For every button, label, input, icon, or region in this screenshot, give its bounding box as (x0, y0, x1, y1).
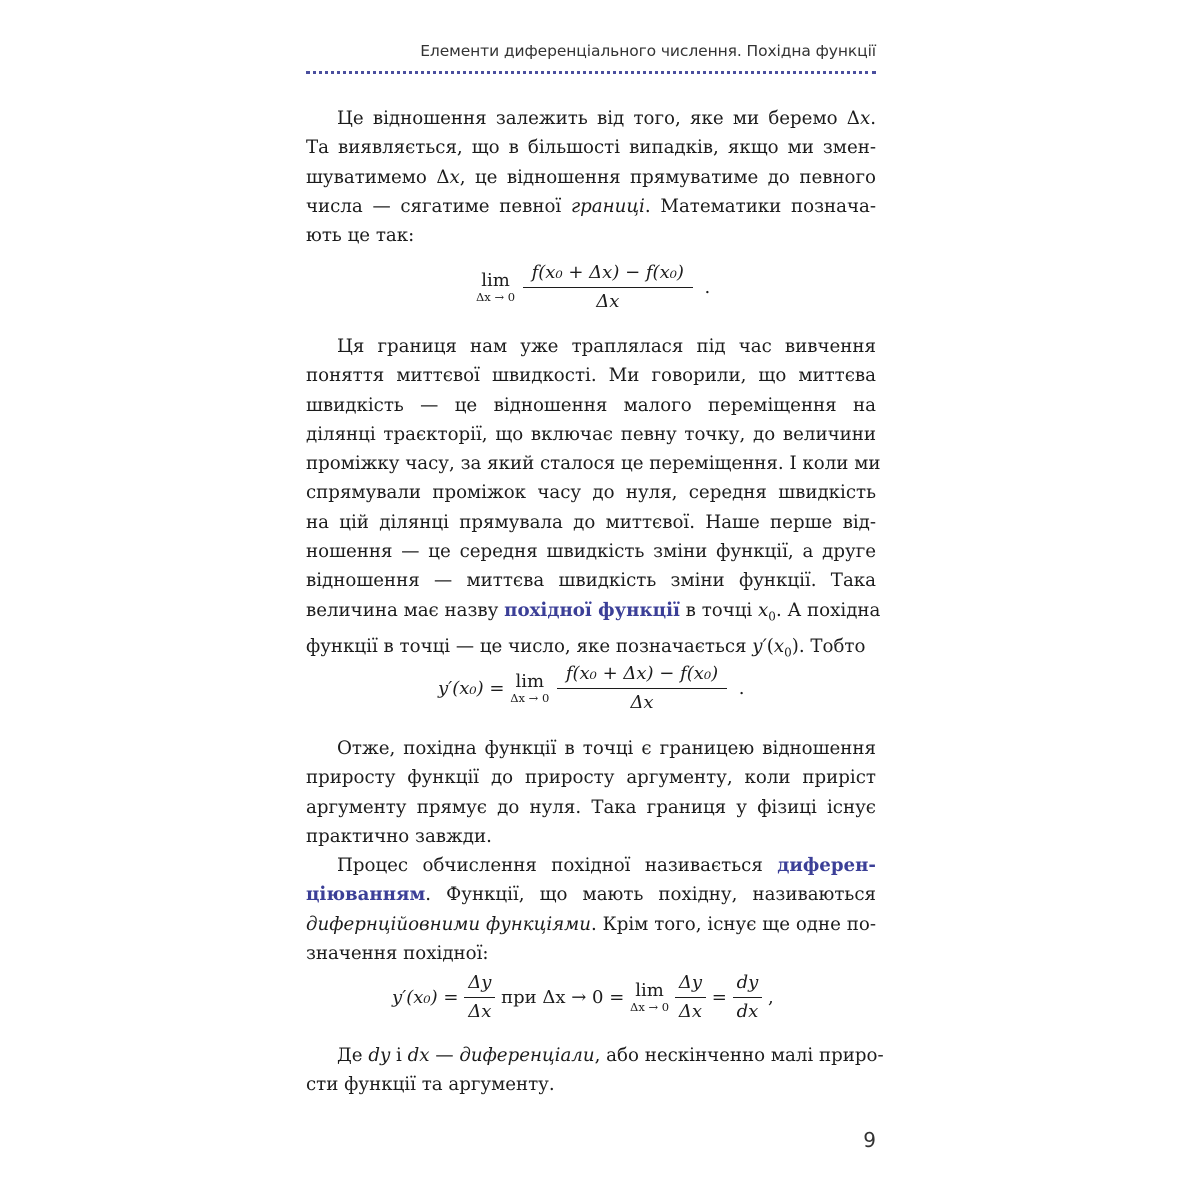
formula-trailing-punct: . (704, 277, 711, 298)
running-title: Елементи диференціального числення. Похідна функції (420, 42, 876, 60)
formula-lhs: y′(x₀) = (392, 987, 459, 1008)
limit-operator: lim Δx → 0 (476, 270, 516, 304)
formula-condition: при Δx → 0 = (501, 987, 625, 1008)
p2-line-4: ділянці траєкторії, що включає певну точку, до величини (306, 423, 876, 445)
p5-line-2: сти функції та аргументу. (306, 1074, 555, 1096)
p2-line-11: функції в точці — це число, яке позначається $y'(x_0)$. Тобто (306, 635, 866, 660)
term-derivative-link: похідної функції (504, 599, 680, 621)
p4-line-4: значення похідної: (306, 942, 489, 964)
p2-line-1: Ця границя нам уже траплялася під час вивчення (337, 336, 876, 357)
limit-operator: lim Δx → 0 (630, 980, 670, 1014)
fraction-dy-dx-2: $\frac{\Delta y}{\Delta x}$ (675, 972, 706, 1023)
term-differentiation-part1: диферен- (777, 855, 876, 876)
numerator: f(x₀ + Δx) − f(x₀) (565, 663, 719, 684)
p2-line-10: величина має назву похідної функції в точці $x_0$. А похідна (306, 599, 881, 624)
p4-line-2: ціюванням. Функції, що мають похідну, називаються (306, 884, 876, 906)
p1-line-2: Та виявляється, що в більшості випадків, якщо ми змен- (306, 137, 876, 159)
paragraph-1 (306, 104, 876, 250)
formula-lhs: y′(x₀) = (438, 678, 505, 699)
p5-line-1: Де dy і dx — диференціали, або нескінченно малі приро- (337, 1045, 884, 1066)
p3-line-4: практично завжди. (306, 825, 492, 847)
paragraph-5 (306, 1041, 884, 1100)
formula-limit-difference-quotient (476, 262, 710, 313)
fraction-dy-dx-1: $\frac{\Delta y}{\Delta x}$ (464, 972, 495, 1023)
paragraph-4 (306, 851, 876, 968)
denominator: Δx (523, 287, 693, 313)
paragraph-3 (306, 734, 876, 851)
p2-line-9: відношення — миттєва швидкість зміни функції. Така (306, 570, 876, 592)
difference-quotient (523, 262, 693, 313)
header-dotted-rule (306, 71, 876, 74)
p1-line-3: шуватимемо Δx, це відношення прямуватиме до певного (306, 166, 876, 188)
p2-line-6: спрямували проміжок часу до нуля, середня швидкість (306, 482, 876, 504)
p1-line-1: Це відношення залежить від того, яке ми беремо Δx. (337, 108, 876, 129)
p2-line-5: проміжку часу, за який сталося це переміщення. І коли ми (306, 453, 881, 475)
p3-line-3: аргументу прямує до нуля. Така границя у фізиці існує (306, 796, 876, 818)
difference-quotient (557, 663, 727, 714)
p2-line-8: ношення — це середня швидкість зміни функції, а друге (306, 541, 876, 563)
p1-line-4: числа — сягатиме певної границі. Математики познача- (306, 195, 876, 217)
p2-line-2: поняття миттєвої швидкості. Ми говорили, що миттєва (306, 365, 876, 387)
page-number: 9 (863, 1128, 876, 1152)
p2-line-7: на цій ділянці прямувала до миттєвої. Наше перше від- (306, 511, 876, 533)
p3-line-1: Отже, похідна функції в точці є границею відношення (337, 738, 876, 759)
formula-trailing-punct: , (768, 987, 774, 1008)
limit-operator: lim Δx → 0 (510, 671, 550, 705)
p4-line-3: дифернційовними функціями. Крім того, існує ще одне по- (306, 913, 876, 935)
term-differentiation-part2: ціюванням (306, 884, 426, 906)
numerator: f(x₀ + Δx) − f(x₀) (531, 262, 684, 283)
denominator: Δx (557, 688, 727, 714)
p4-line-1: Процес обчислення похідної називається диферен- (337, 855, 876, 876)
paragraph-2 (306, 332, 881, 668)
formula-derivative-notation: y′(x₀) = $\frac{\Delta y}{\Delta x}$ при Δx → 0 = lim Δx → 0 $\frac{\Delta y}{\Delta x}$ = $\frac{dy}{dx}$ , (392, 972, 774, 1022)
formula-trailing-punct: . (738, 678, 745, 699)
p3-line-2: приросту функції до приросту аргументу, коли приріст (306, 767, 876, 789)
fraction-differentials: $\frac{dy}{dx}$ (733, 972, 763, 1023)
p2-line-3: швидкість — це відношення малого переміщення на (306, 394, 876, 416)
p1-line-5: ють це так: (306, 225, 415, 247)
formula-derivative-definition (438, 663, 744, 714)
